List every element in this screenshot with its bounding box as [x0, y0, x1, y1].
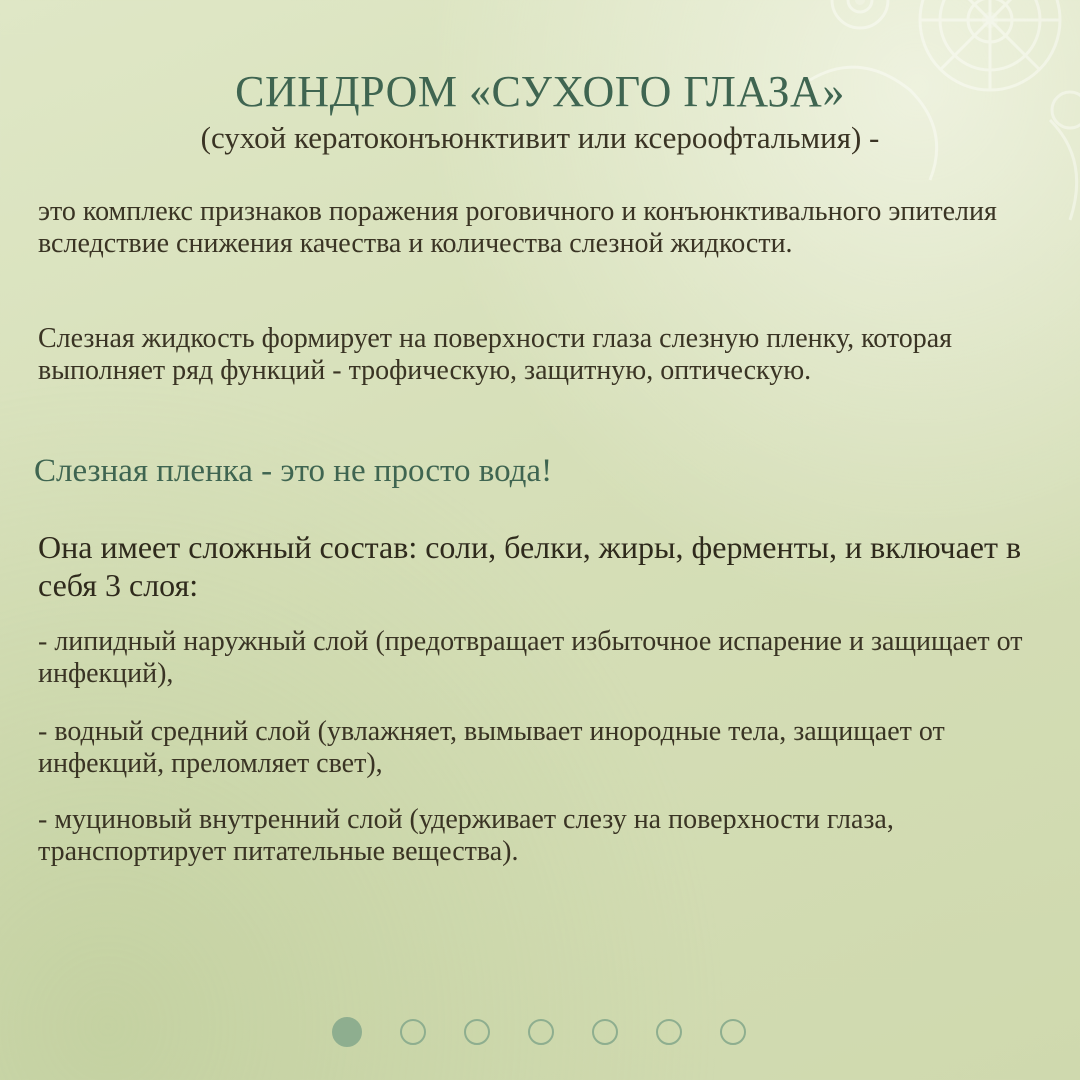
layer-item-lipid: - липидный наружный слой (предотвращает избыточное испарение и защищает от инфекций),: [38, 626, 1023, 689]
composition-paragraph: Она имеет сложный состав: соли, белки, жиры, ферменты, и включает в себя 3 слоя:: [38, 529, 1022, 603]
pagination-dot[interactable]: [656, 1019, 682, 1045]
pagination-dot[interactable]: [720, 1019, 746, 1045]
layer-item-mucin: - муциновый внутренний слой (удерживает слезу на поверхности глаза, транспортирует питательные вещества).: [38, 804, 894, 867]
layer-item-aqueous: - водный средний слой (увлажняет, вымывает инородные тела, защищает от инфекций, преломляет свет),: [38, 716, 945, 779]
pagination-dot[interactable]: [400, 1019, 426, 1045]
pagination-dot[interactable]: [592, 1019, 618, 1045]
definition-paragraph: это комплекс признаков поражения роговичного и конъюнктивального эпителия вследствие снижения качества и количества слезной жидкости.: [38, 196, 997, 259]
page-subtitle: (сухой кератоконъюнктивит или ксероофтальмия) -: [200, 120, 880, 155]
function-paragraph: Слезная жидкость формирует на поверхности глаза слезную пленку, которая выполняет ряд функций - трофическую, защитную, оптическую.: [38, 323, 953, 386]
highlight-heading: Слезная пленка - это не просто вода!: [34, 453, 553, 489]
page-title: СИНДРОМ «СУХОГО ГЛАЗА»: [235, 67, 845, 116]
pagination-dot[interactable]: [464, 1019, 490, 1045]
pagination-dot[interactable]: [332, 1017, 362, 1047]
pagination-dots: [332, 1019, 746, 1049]
pagination-dot[interactable]: [528, 1019, 554, 1045]
lace-ornament-icon: [690, 0, 1080, 320]
